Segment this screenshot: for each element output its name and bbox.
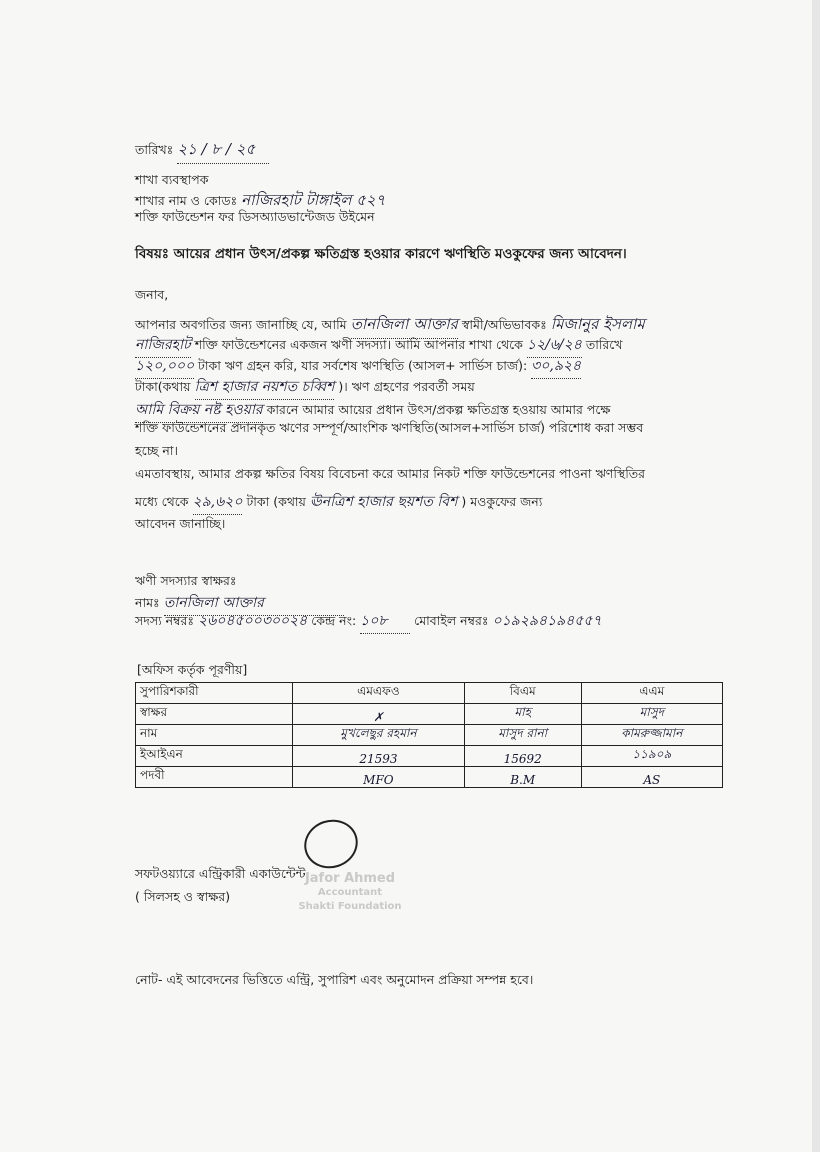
page-edge	[812, 0, 820, 1152]
ein-cell: 15692	[464, 746, 581, 767]
body-line-6: শক্তি ফাউন্ডেশনের প্রদানকৃত ঋণের সম্পূর্ণ/আংশিক ঋণস্থিতি(আসল+সার্ভিস চার্জ) পরিশোধ করা সম্ভব	[135, 420, 644, 435]
loan-date-hw: ১২/৬/২৪	[527, 333, 582, 358]
date-label: তারিখঃ	[135, 142, 174, 157]
body-text: আপনার অবগতির জন্য জানাচ্ছি যে, আমি	[135, 317, 347, 332]
designation-cell: B.M	[464, 767, 581, 788]
member-signature-label: ঋণী সদস্যার স্বাক্ষরঃ	[135, 573, 237, 588]
accountant-signature-mark	[298, 813, 364, 875]
name-cell: মাসুদ রানা	[464, 725, 581, 746]
ein-cell: ১১৯০৯	[581, 746, 722, 767]
accountant-label: সফটওয়্যারে এন্ট্রিকারী একাউন্টেন্ট	[135, 866, 306, 881]
subject-line: বিষয়ঃ আয়ের প্রধান উৎস/প্রকল্প ক্ষতিগ্রস্ত হওয়ার কারণে ঋণস্থিতি মওকুফের জন্য আবেদন।	[135, 246, 627, 262]
member-name-value: তানজিলা আক্তার	[164, 591, 344, 616]
body-text: টাকা(কথায়	[135, 379, 191, 394]
outstanding-words-hw: ত্রিশ হাজার নয়শত চব্বিশ	[195, 375, 335, 400]
body-text: তারিখে	[585, 337, 623, 352]
office-table-header	[136, 683, 723, 704]
mobile-value: ০১৯২৯৪১৯৪৫৫৭	[492, 613, 602, 629]
member-id-line	[135, 609, 602, 634]
branch-label: শাখার নাম ও কোডঃ	[135, 193, 238, 208]
body-line-8: এমতাবস্থায়, আমার প্রকল্প ক্ষতির বিষয় বিবেচনা করে আমার নিকট শক্তি ফাউন্ডেশনের পাওনা ঋণস্থিতির	[135, 466, 646, 481]
branch-hw: নাজিরহাট	[135, 333, 191, 358]
body-text: মধ্যে থেকে	[135, 494, 189, 509]
name-cell: কামরুজ্জামান	[581, 725, 722, 746]
body-line-7: হচ্ছে না।	[135, 443, 178, 458]
reason-hw: আমি বিক্রয় নষ্ট হওয়ার	[135, 398, 263, 423]
center-value: ১০৮	[360, 609, 410, 634]
name-cell: মুখলেছুর রহমান	[293, 725, 465, 746]
body-text: টাকা ঋণ গ্রহন করি, যার সর্বশেষ ঋণস্থিতি (আসল+ সার্ভিস চার্জ):	[198, 358, 528, 373]
designation-cell: MFO	[293, 767, 465, 788]
ein-cell: 21593	[293, 746, 465, 767]
member-id-value: ২৬০৪৫০০৩০০২৪	[198, 613, 308, 629]
stamp-line: Jafor Ahmed	[304, 871, 396, 886]
office-section-title: [অফিস কর্তৃক পূরণীয়]	[137, 662, 248, 677]
branch-name-value: নাজিরহাট টাঙ্গাইল ৫২৭	[241, 191, 386, 209]
body-text: ) মওকুফের জন্য	[461, 494, 543, 509]
body-line-4	[135, 375, 475, 400]
office-table	[135, 682, 723, 788]
accountant-stamp	[290, 872, 410, 914]
table-row	[136, 704, 723, 725]
body-text: কারনে আমার আয়ের প্রধান উৎস/প্রকল্প ক্ষতিগ্রস্ত হওয়ায় আমার পক্ষে	[266, 402, 611, 417]
footer-note: নোট- এই আবেদনের ভিত্তিতে এন্ট্রি, সুপারিশ এবং অনুমোদন প্রক্রিয়া সম্পন্ন হবে।	[135, 972, 534, 987]
recipient-line3: শক্তি ফাউন্ডেশন ফর ডিসঅ্যাডভান্টেজড উইমেন	[135, 209, 375, 224]
date-value: ২১ / ৮ / ২৫	[177, 138, 269, 164]
waiver-words-hw: ঊনত্রিশ হাজার ছয়শত বিশ	[309, 494, 458, 510]
date-line	[135, 138, 269, 164]
body-text: টাকা (কথায়	[246, 494, 306, 509]
stamp-line: Shakti Foundation	[298, 901, 402, 912]
signature-cell: ✗	[293, 704, 465, 725]
table-row	[136, 725, 723, 746]
signature-cell: মাসুদ	[581, 704, 722, 725]
guardian-name-hw: মিজানুর ইসলাম	[550, 315, 645, 333]
center-label: কেন্দ্র নং:	[311, 613, 357, 628]
row-label: স্বাক্ষর	[136, 704, 293, 725]
member-name-hw: তানজিলা আক্তার	[351, 313, 458, 339]
waiver-amount-hw: ২৯,৬২০	[193, 490, 243, 515]
mobile-label: মোবাইল নম্বরঃ	[414, 613, 489, 628]
recipient-line1: শাখা ব্যবস্থাপক	[135, 172, 209, 187]
designation-cell: AS	[581, 767, 722, 788]
stamp-line: Accountant	[317, 887, 383, 898]
body-text: স্বামী/অভিভাবকঃ	[461, 317, 547, 332]
id-label: সদস্য নম্বরঃ	[135, 613, 195, 628]
row-label: ইআইএন	[136, 746, 293, 767]
row-label: পদবী	[136, 767, 293, 788]
loan-amount-hw: ১২০,০০০	[135, 354, 194, 379]
outstanding-hw: ৩০,৯২৪	[531, 354, 581, 379]
table-row	[136, 767, 723, 788]
table-row	[136, 746, 723, 767]
body-line-10: আবেদন জানাচ্ছি।	[135, 516, 226, 531]
body-line-9	[135, 490, 542, 515]
body-text: শক্তি ফাউন্ডেশনের একজন ঋণী সদস্যা। আমি আপনার শাখা থেকে	[194, 337, 523, 352]
header-cell: বিএম	[464, 683, 581, 704]
accountant-seal-label: ( সিলসহ ও স্বাক্ষর)	[135, 889, 231, 904]
body-text: )। ঋণ গ্রহণের পরবর্তী সময়	[338, 379, 475, 394]
row-label: নাম	[136, 725, 293, 746]
signature-cell: মাহ	[464, 704, 581, 725]
header-cell: সুপারিশকারী	[136, 683, 293, 704]
header-cell: এমএফও	[293, 683, 465, 704]
name-label: নামঃ	[135, 595, 160, 610]
salutation: জনাব,	[135, 287, 169, 302]
header-cell: এএম	[581, 683, 722, 704]
